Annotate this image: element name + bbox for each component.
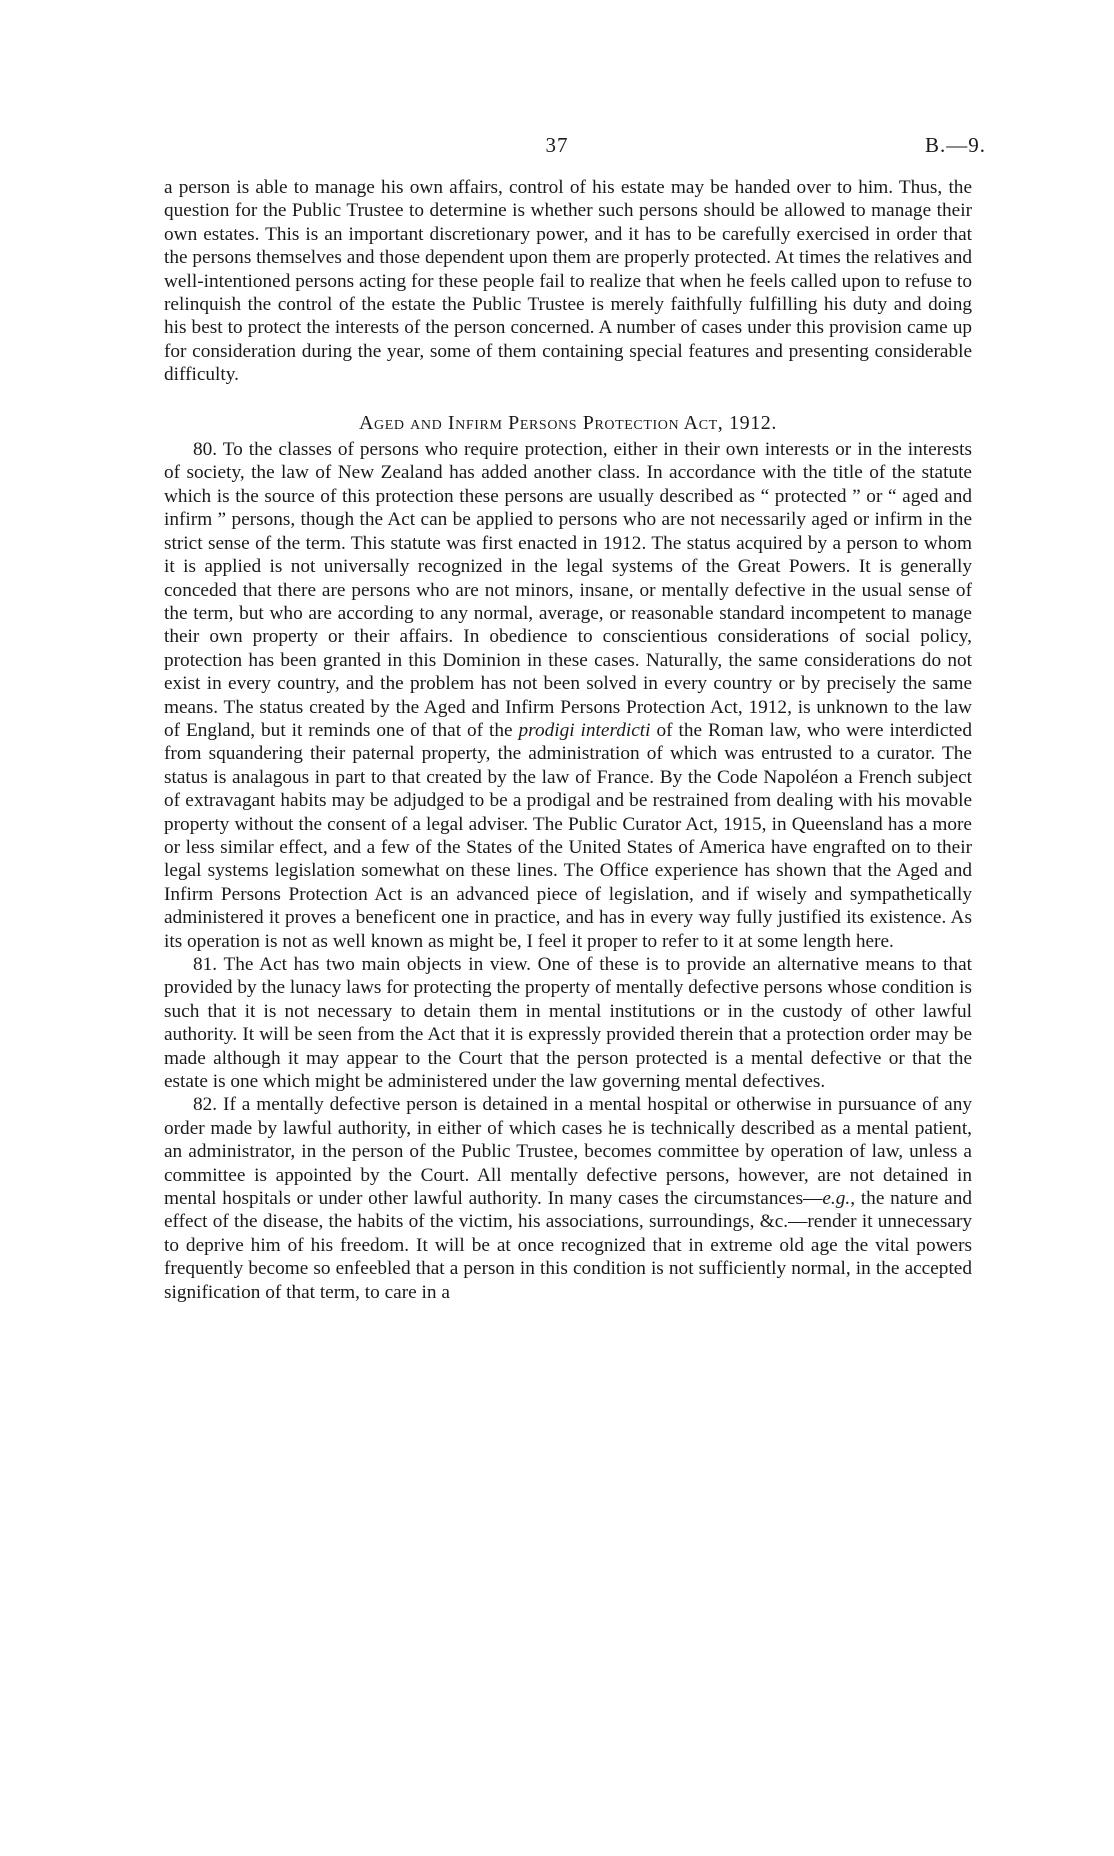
page-number: 37: [545, 133, 569, 157]
paragraph-number: 81.: [193, 954, 218, 975]
paragraph-number: 80.: [193, 439, 218, 461]
document-reference: B.—9.: [924, 133, 986, 157]
paragraph-continuation: a person is able to manage his own affairs, control of his estate may be handed over to him. Thus, the question for the Public Trustee to determine is whether such persons should be allowed to manage their own estates. This is an important discretionary power, and it has to be carefully exercised in order that the persons themselves and those dependent upon them are properly protected. At times the relatives and well-intentioned persons acting for these people fail to realize that when he feels called upon to refuse to relinquish the control of the estate the Public Trustee is merely faithfully fulfilling his duty and doing his best to protect the interests of the person concerned. A number of cases under this provision came up for consideration during the year, some of them containing special features and presenting considerable difficulty.: [164, 177, 972, 386]
section-heading: Aged and Infirm Persons Protection Act, 1912.: [358, 411, 778, 434]
paragraph-number: 82.: [193, 1094, 218, 1116]
paragraph-text: of the Roman law, who were interdicted from squandering their paternal property, the administration of which was entrusted to a curator. The status is analagous in part to that created by the law of France. By the Code Napoléon a French subject of extravagant habits may be adjudged to be a prodigal and be restrained from dealing with his movable property without the consent of a legal adviser. The Public Curator Act, 1915, in Queensland has a more or less similar effect, and a few of the States of the United States of America have engrafted on to their legal systems legislation somewhat on these lines. The Office experience has shown that the Aged and Infirm Persons Protection Act is an advanced piece of legislation, and if wisely and sympathetically administered it proves a beneficent one in practice, and has in every way fully justified its existence. As its operation is not as well known as might be, I feel it proper to refer to it at some length here.: [164, 719, 972, 952]
paragraph-text: The Act has two main objects in view. One of these is to provide an alternative means to that provided by the lunacy laws for protecting the property of mentally defective persons whose condition is such that it is not necessary to detain them in mental institutions or in the custody of other lawful authority. It will be seen from the Act that it is expressly provided therein that a protection order may be made although it may appear to the Court that the person protected is a mental defective or that the estate is one which might be administered under the law governing mental defectives.: [164, 954, 972, 1093]
paragraph-text: If a mentally defective person is detained in a mental hospital or otherwise in pursuance of any order made by lawful authority, in either of which cases he is technically described as a mental patient, an administrator, in the person of the Public Trustee, becomes committee by operation of law, unless a committee is appointed by the Court. All mentally defective persons, however, are not detained in mental hospitals or under other lawful authority. In many cases the circumstances—: [164, 1094, 972, 1210]
italic-phrase: prodigi interdicti: [518, 719, 651, 741]
paragraph-80: [164, 438, 972, 953]
paragraph-82: [164, 1093, 972, 1304]
paragraph-text: , the nature and effect of the disease, the habits of the victim, his associations, surroundings, &c.—render it unnecessary to deprive him of his freedom. It will be at once recognized that in extreme old age the vital powers frequently become so enfeebled that a person in this condition is not sufficiently normal, in the accepted signification of that term, to care in a: [164, 1188, 972, 1303]
document-body: [164, 176, 972, 1304]
paragraph-text: To the classes of persons who require protection, either in their own interests or in the interests of society, the law of New Zealand has added another class. In accordance with the title of the statute which is the source of this protection these persons are usually described as “ protected ” or “ aged and infirm ” persons, though the Act can be applied to persons who are not necessarily aged or infirm in the strict sense of the term. This statute was first enacted in 1912. The status acquired by a person to whom it is applied is not universally recognized in the legal systems of the Great Powers. It is generally conceded that there are persons who are not minors, insane, or mentally defective in the usual sense of the term, but who are according to any normal, average, or reasonable standard incompetent to manage their own property or their affairs. In obedience to conscientious considerations of social policy, protection has been granted in this Dominion in these cases. Naturally, the same considerations do not exist in every country, and the problem has not been solved in every country or by precisely the same means. The status created by the Aged and Infirm Persons Protection Act, 1912, is unknown to the law of England, but it reminds one of that of the: [164, 439, 972, 741]
paragraph-81: [164, 953, 972, 1093]
italic-phrase: e.g.: [822, 1188, 851, 1210]
